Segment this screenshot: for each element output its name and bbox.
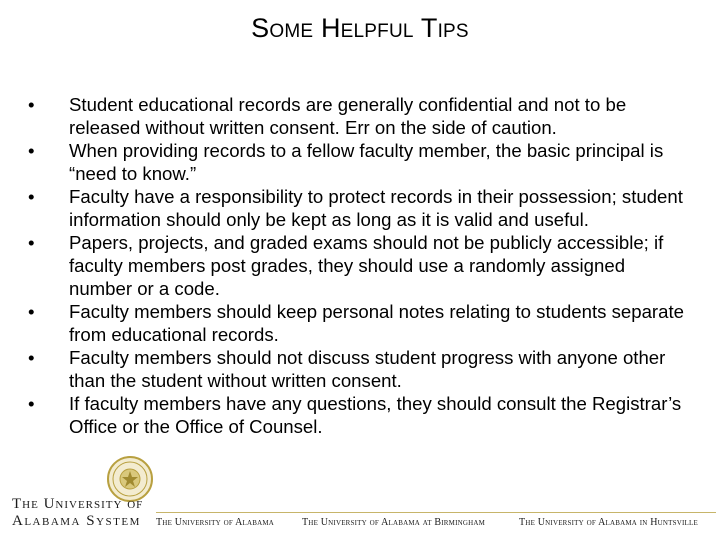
slide-title: Some Helpful Tips — [251, 13, 469, 43]
campus-tuscaloosa-label: The University of Alabama — [156, 517, 275, 528]
campus-huntsville-label: The University of Alabama in Huntsville — [519, 517, 698, 528]
bullet-item — [28, 300, 688, 346]
bullet-icon: • — [28, 140, 35, 161]
bullet-icon: • — [28, 393, 35, 414]
bullet-text: Faculty members should not discuss student progress with anyone other than the student without written consent. — [69, 347, 666, 391]
bullet-text: Faculty members should keep personal notes relating to students separate from educational records. — [69, 301, 684, 345]
bullet-item — [28, 346, 688, 392]
bullet-item — [28, 139, 688, 185]
bullet-icon: • — [28, 232, 35, 253]
bullet-item — [28, 93, 688, 139]
bullet-text: If faculty members have any questions, they should consult the Registrar’s Office or the Office of Counsel. — [69, 393, 682, 437]
campus-birmingham-label: The University of Alabama at Birmingham — [302, 517, 486, 528]
footer — [0, 496, 720, 540]
footer-divider — [156, 512, 716, 513]
system-logo-line2: Alabama System — [12, 513, 141, 529]
bullet-text: Papers, projects, and graded exams should not be publicly accessible; if faculty members post grades, they should use a randomly assigned number or a code. — [69, 232, 664, 299]
bullet-icon: • — [28, 186, 35, 207]
bullet-icon: • — [28, 301, 35, 322]
system-logo — [12, 496, 152, 530]
bullet-text: Faculty have a responsibility to protect records in their possession; student information should only be kept as long as it is valid and useful. — [69, 186, 683, 230]
bullet-item — [28, 231, 688, 300]
bullet-text: When providing records to a fellow faculty member, the basic principal is “need to know.” — [69, 140, 664, 184]
bullet-item — [28, 392, 688, 438]
bullet-icon: • — [28, 347, 35, 368]
system-logo-line1: The University of — [12, 496, 144, 512]
bullet-list — [28, 93, 688, 438]
bullet-text: Student educational records are generally confidential and not to be released without written consent. Err on the side of caution. — [69, 94, 627, 138]
bullet-icon: • — [28, 94, 35, 115]
bullet-item — [28, 185, 688, 231]
